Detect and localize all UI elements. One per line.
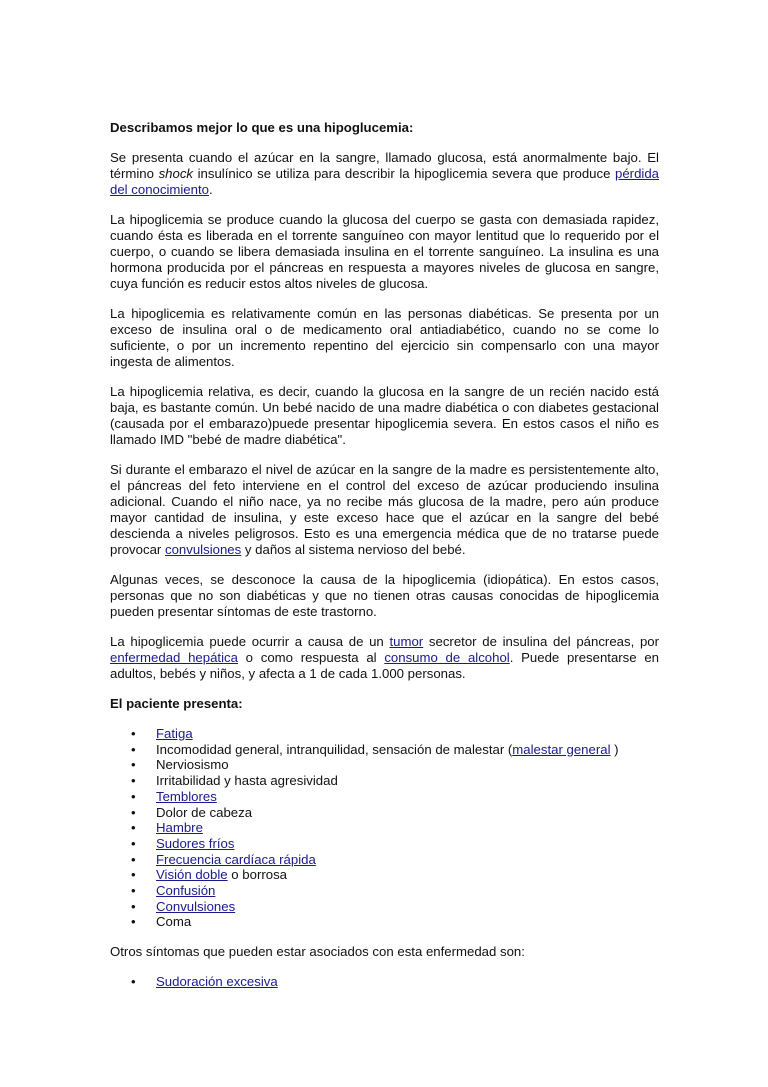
list-item xyxy=(110,974,659,990)
link-tumor[interactable]: tumor xyxy=(389,634,424,649)
list-item xyxy=(110,726,659,742)
bullet-icon: • xyxy=(131,974,136,990)
other-symptom-list xyxy=(110,974,659,990)
bullet-icon: • xyxy=(131,804,136,820)
symptoms-heading: El paciente presenta: xyxy=(110,696,243,711)
bullet-icon: • xyxy=(131,835,136,851)
bullet-icon: • xyxy=(131,914,136,930)
paragraph-causes: La hipoglicemia se produce cuando la glucosa del cuerpo se gasta con demasiada rapidez, cuando ésta es liberada en el torrente sanguíneo con mayor lentitud que lo requerido por el cuerpo, o cuando se libera demasiada insulina en el torrente sanguíneo. La insulina es una hormona producida por el páncreas en respuesta a mayores niveles de glucosa en sangre, cuya función es reducir estos altos niveles de glucosa. xyxy=(110,212,659,291)
link-consumo-alcohol[interactable]: consumo de alcohol xyxy=(384,650,510,665)
bullet-icon: • xyxy=(131,867,136,883)
link-convulsiones[interactable]: convulsiones xyxy=(164,542,242,557)
section-heading: Describamos mejor lo que es una hipoglucemia: xyxy=(110,120,414,135)
paragraph-idiopathic: Algunas veces, se desconoce la causa de la hipoglicemia (idiopática). En estos casos, personas que no son diabéticas y que no tienen otras causas conocidas de hipoglicemia pueden presentar síntomas de este trastorno. xyxy=(110,572,659,619)
paragraph-other-symptoms: Otros síntomas que pueden estar asociados con esta enfermedad son: xyxy=(110,944,525,960)
list-item xyxy=(110,820,659,836)
list-item xyxy=(110,789,659,805)
paragraph-pregnancy: Si durante el embarazo el nivel de azúcar en la sangre de la madre es persistentemente alto, el páncreas del feto interviene en el control del exceso de azúcar produciendo insulina adicional. Cuando el niño nace, ya no recibe más glucosa de la madre, pero aún produce mayor cantidad de insulina, y este exceso hace que el azúcar en la sangre del bebé descienda a niveles peligrosos. Esto es una emergencia médica que de no tratarse puede provocar convulsiones y daños al sistema nervioso del bebé. xyxy=(110,462,659,557)
bullet-icon: • xyxy=(131,726,136,741)
list-item: • Incomodidad general, intranquilidad, sensación de malestar (malestar general ) xyxy=(131,741,619,757)
list-item: • Nerviosismo xyxy=(131,757,229,773)
list-item: • Dolor de cabeza xyxy=(131,804,253,820)
symptom-link[interactable]: malestar general xyxy=(512,741,611,757)
symptom-link[interactable]: Convulsiones xyxy=(156,898,236,914)
symptom-link[interactable]: Sudores fríos xyxy=(156,835,235,851)
symptom-link[interactable]: Temblores xyxy=(156,788,217,804)
list-item: • Visión doble o borrosa xyxy=(131,867,288,883)
symptom-list xyxy=(110,726,659,930)
symptom-link[interactable]: Visión doble xyxy=(156,867,228,883)
paragraph-definition: Se presenta cuando el azúcar en la sangre, llamado glucosa, está anormalmente bajo. El término shock insulínico se utiliza para describir la hipoglicemia severa que produce pérdida del conocimiento. xyxy=(110,150,660,197)
paragraph-other-causes: La hipoglicemia puede ocurrir a causa de un tumor secretor de insulina del páncreas, por enfermedad hepática o como respuesta al consumo de alcohol. Puede presentarse en adultos, bebés y niños, y afecta a 1 de cada 1.000 personas. xyxy=(110,634,659,681)
list-item xyxy=(110,852,659,868)
symptom-link[interactable]: Sudoración excesiva xyxy=(156,974,278,990)
list-item xyxy=(110,899,659,915)
symptom-link[interactable]: Frecuencia cardíaca rápida xyxy=(156,851,316,867)
symptom-link[interactable]: Hambre xyxy=(156,820,203,836)
link-perdida-conocimiento[interactable]: pérdida del conocimiento xyxy=(110,166,660,197)
list-item xyxy=(110,883,659,899)
paragraph-diabetics: La hipoglicemia es relativamente común en las personas diabéticas. Se presenta por un exceso de insulina oral o de medicamento oral antiadiabético, cuando no se come lo suficiente, o por un incremento repentino del ejercicio sin compensarlo con una mayor ingesta de alimentos. xyxy=(110,306,659,369)
list-item xyxy=(110,836,659,852)
bullet-icon: • xyxy=(131,851,136,867)
bullet-icon: • xyxy=(131,883,136,899)
bullet-icon: • xyxy=(131,898,136,914)
paragraph-newborn: La hipoglicemia relativa, es decir, cuando la glucosa en la sangre de un recién nacido está baja, es bastante común. Un bebé nacido de una madre diabética o con diabetes gestacional (causada por el embarazo)puede presentar hipoglicemia severa. En estos casos el niño es llamado IMD "bebé de madre diabética". xyxy=(110,384,659,447)
list-item: • Irritabilidad y hasta agresividad xyxy=(131,773,338,789)
link-enfermedad-hepatica[interactable]: enfermedad hepática xyxy=(110,650,238,665)
bullet-icon: • xyxy=(131,788,136,804)
bullet-icon: • xyxy=(131,741,136,757)
list-item: • Coma xyxy=(131,914,192,930)
symptom-link[interactable]: Fatiga xyxy=(156,726,193,741)
bullet-icon: • xyxy=(131,820,136,836)
bullet-icon: • xyxy=(131,773,136,789)
document-page xyxy=(110,120,659,1004)
symptom-link[interactable]: Confusión xyxy=(156,883,216,899)
bullet-icon: • xyxy=(131,757,136,773)
